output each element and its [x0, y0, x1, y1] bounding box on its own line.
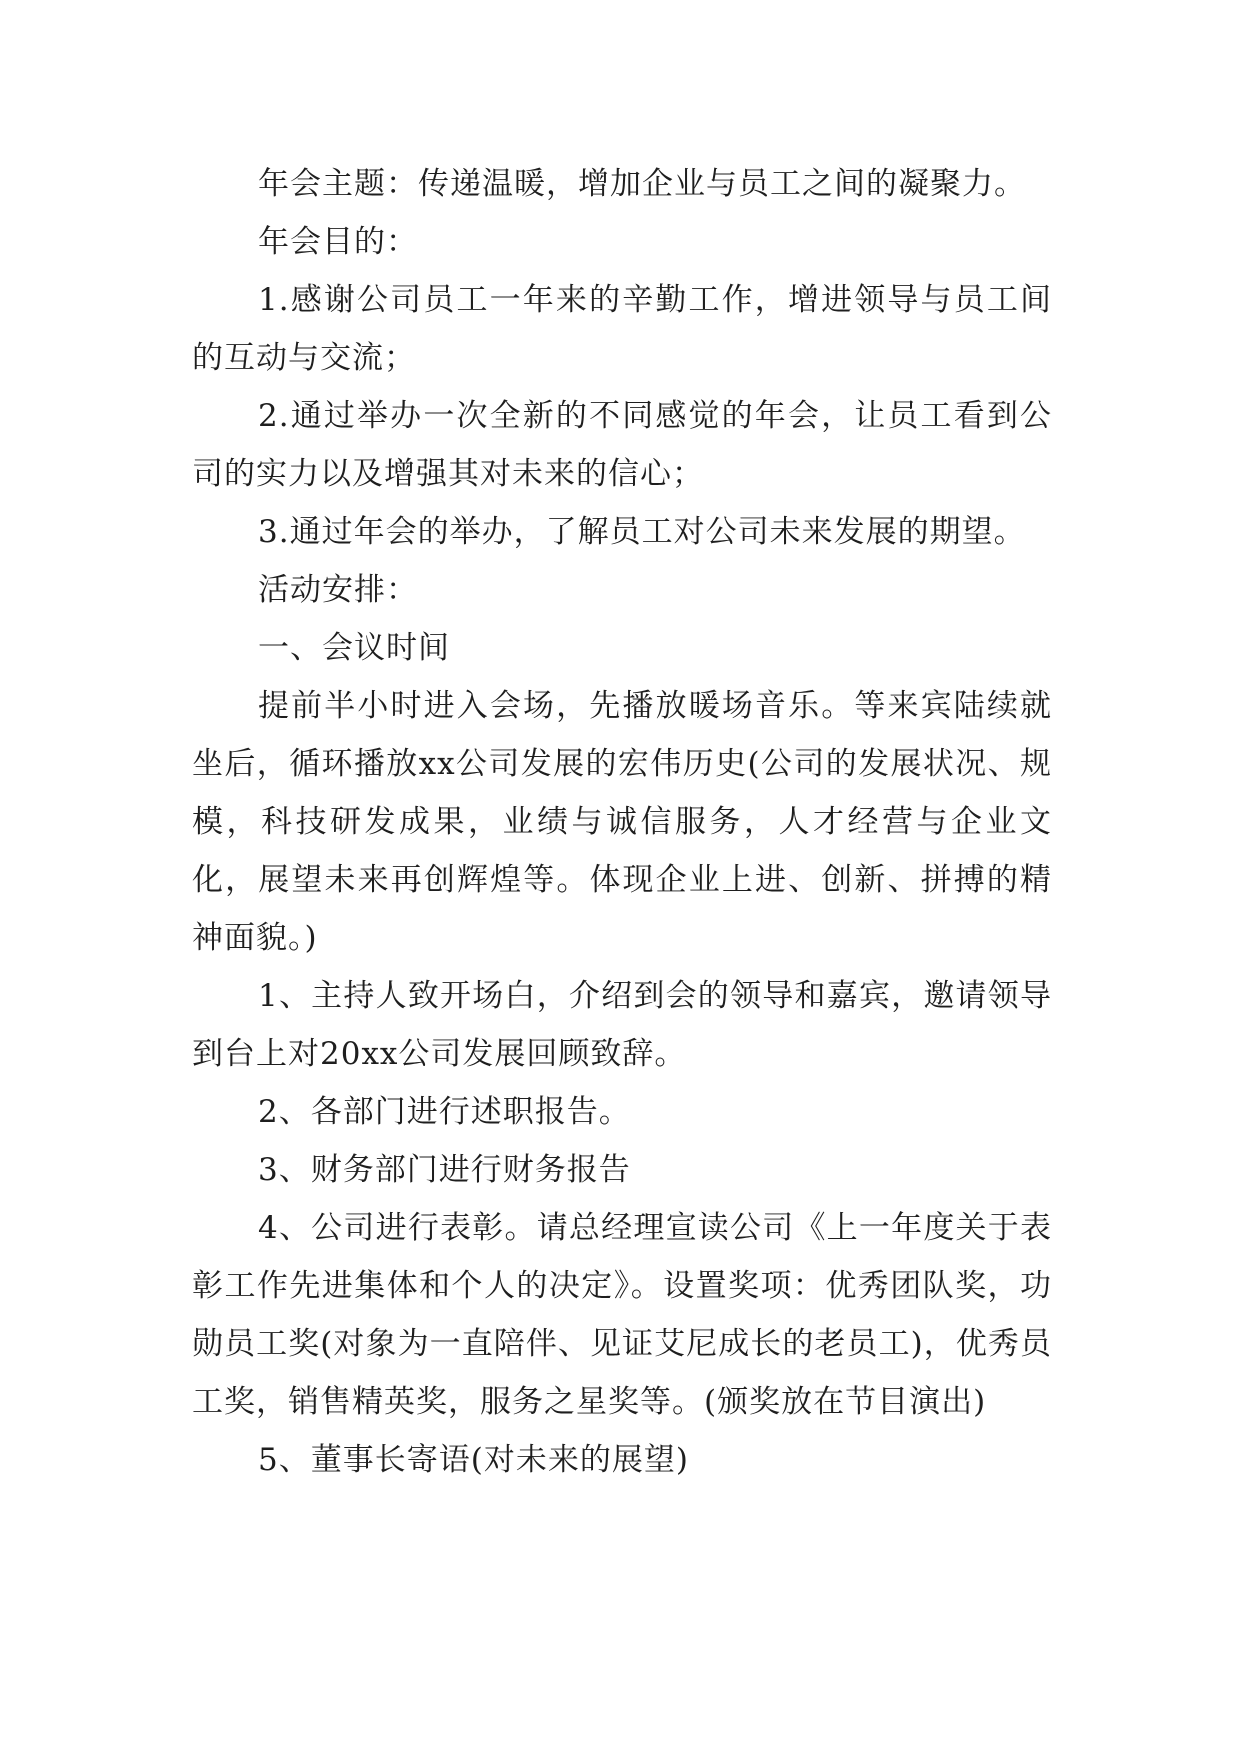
paragraph-activities-heading: 活动安排：: [258, 572, 418, 608]
paragraph-purpose-2: 2.通过举办一次全新的不同感觉的年会，让员工看到公司的实力以及增强其对未来的信心；: [192, 398, 1052, 492]
paragraph-section-meeting-time: 一、会议时间: [258, 630, 450, 666]
paragraph-opening: 提前半小时进入会场，先播放暖场音乐。等来宾陆续就坐后，循环播放xx公司发展的宏伟历史(公司的发展状况、规模，科技研发成果，业绩与诚信服务，人才经营与企业文化，展望未来再创辉煌等。体现企业上进、创新、拼搏的精神面貌。): [192, 688, 1052, 956]
paragraph-item-4: 4、公司进行表彰。请总经理宣读公司《上一年度关于表彰工作先进集体和个人的决定》。设置奖项：优秀团队奖，功勋员工奖(对象为一直陪伴、见证艾尼成长的老员工)，优秀员工奖，销售精英奖，服务之星奖等。(颁奖放在节目演出): [192, 1210, 1052, 1420]
paragraph-item-2: 2、各部门进行述职报告。: [258, 1094, 631, 1130]
paragraph-purpose-1: 1.感谢公司员工一年来的辛勤工作，增进领导与员工间的互动与交流；: [192, 282, 1052, 376]
paragraph-theme: 年会主题：传递温暖，增加企业与员工之间的凝聚力。: [258, 166, 1026, 202]
paragraph-item-1: 1、主持人致开场白，介绍到会的领导和嘉宾，邀请领导到台上对20xx公司发展回顾致辞。: [192, 978, 1052, 1072]
paragraph-item-5: 5、董事长寄语(对未来的展望): [258, 1442, 689, 1478]
paragraph-purpose-heading: 年会目的：: [258, 224, 418, 260]
paragraph-purpose-3: 3.通过年会的举办，了解员工对公司未来发展的期望。: [258, 514, 1026, 550]
document-body: [192, 155, 1052, 1489]
paragraph-item-3: 3、财务部门进行财务报告: [258, 1152, 631, 1188]
